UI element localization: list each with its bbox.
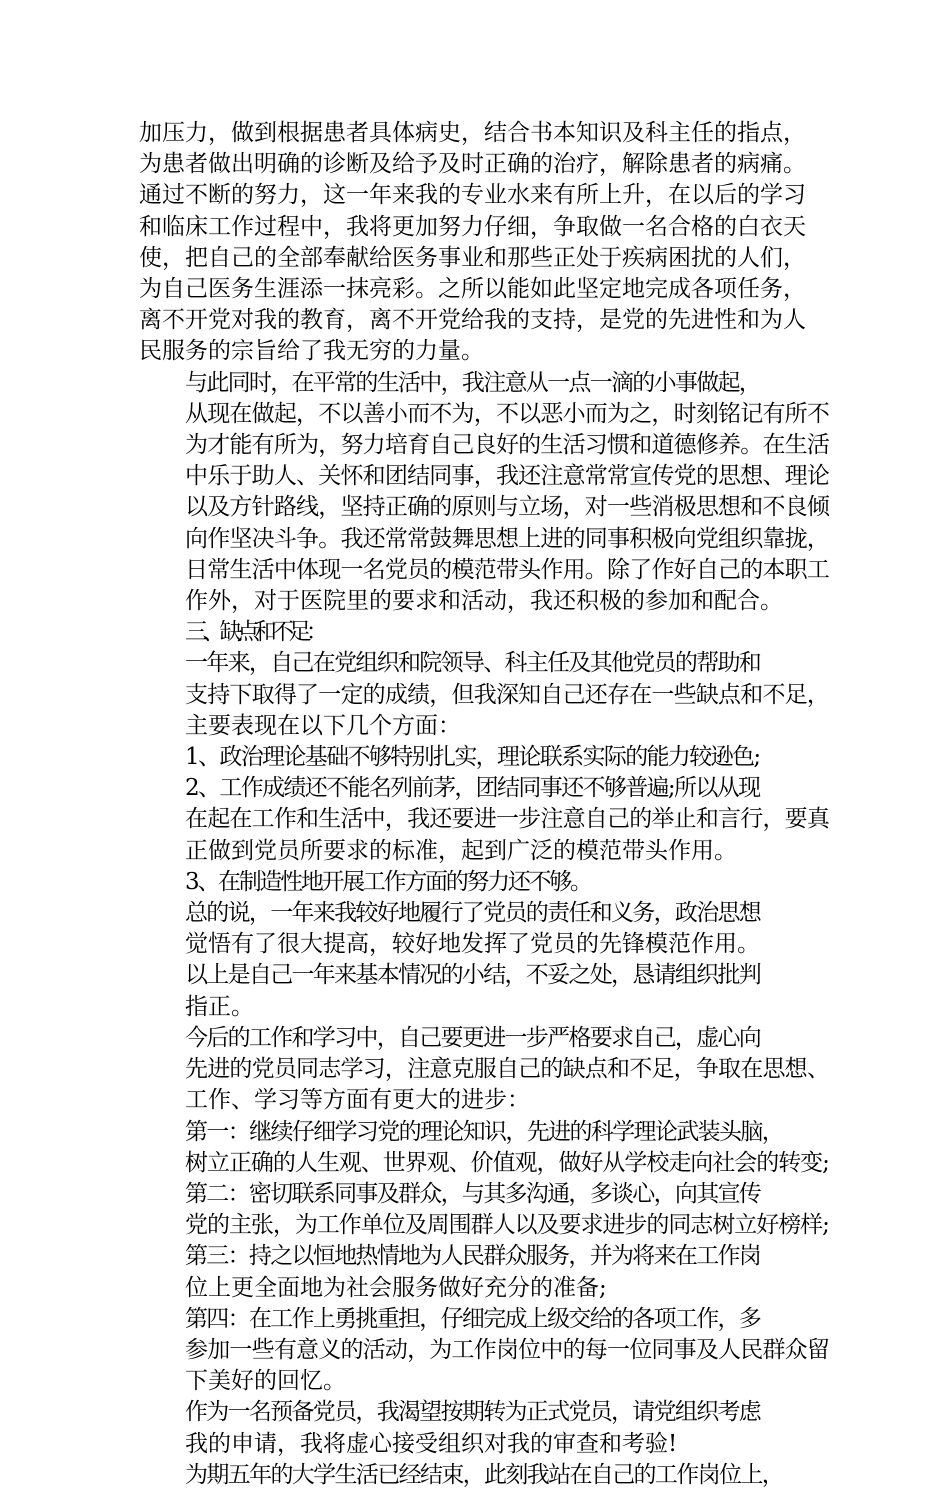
text-line: 离不开党对我的教育，离不开党给我的支持，是党的先进性和为人 [139, 307, 806, 334]
text-line: 位上更全面地为社会服务做好充分的准备; [185, 1274, 607, 1301]
text-line: 为患者做出明确的诊断及给予及时正确的治疗，解除患者的病痛。 [139, 151, 806, 178]
text-line: 参加一些有意义的活动，为工作岗位中的每一位同事及人民群众留 [185, 1336, 830, 1363]
paragraph [139, 960, 829, 1022]
text-line: 总的说，一年来我较好地履行了党员的责任和义务，政治思想 [185, 900, 761, 927]
text-line: 以上是自己一年来基本情况的小结，不妥之处，恳请组织批判 [185, 962, 761, 989]
paragraph [139, 617, 829, 648]
text-line: 与此同时，在平常的生活中，我注意从一点一滴的小事做起， [185, 369, 761, 396]
text-line: 加压力，做到根据患者具体病史，结合书本知识及科主任的指点， [139, 120, 806, 146]
paragraph [139, 118, 829, 368]
paragraph [139, 742, 829, 773]
text-line: 作为一名预备党员，我渴望按期转为正式党员，请党组织考虑 [185, 1399, 761, 1426]
paragraph [139, 867, 829, 898]
text-line: 中乐于助人、关怀和团结同事，我还注意常常宣传党的思想、理论 [185, 463, 830, 490]
text-line: 第二：密切联系同事及群众，与其多沟通，多谈心，向其宣传 [185, 1180, 761, 1207]
text-line: 先进的党员同志学习，注意克服自己的缺点和不足，争取在思想、 [185, 1056, 830, 1083]
text-line: 3、在制造性地开展工作方面的努力还不够。 [185, 868, 591, 895]
paragraph [139, 1397, 829, 1459]
paragraph [139, 368, 829, 618]
paragraph [139, 898, 829, 960]
paragraph [139, 1023, 829, 1117]
text-line: 为自己医务生涯添一抹亮彩。之所以能如此坚定地完成各项任务， [139, 276, 806, 303]
paragraph [139, 1241, 829, 1303]
text-line: 使，把自己的全部奉献给医务事业和那些正处于疾病困扰的人们， [139, 244, 806, 271]
text-line: 第四：在工作上勇挑重担，仔细完成上级交给的各项工作，多 [185, 1305, 761, 1332]
text-line: 从现在做起，不以善小而不为，不以恶小而为之，时刻铭记有所不 [185, 400, 830, 427]
text-line: 向作坚决斗争。我还常常鼓舞思想上进的同事积极向党组织靠拢， [185, 525, 830, 552]
text-line: 一年来，自己在党组织和院领导、科主任及其他党员的帮助和 [185, 650, 761, 677]
text-line: 下美好的回忆。 [185, 1368, 346, 1395]
text-line: 我的申请，我将虚心接受组织对我的审查和考验! [185, 1430, 678, 1457]
text-line: 第三：持之以恒地热情地为人民群众服务，并为将来在工作岗 [185, 1243, 761, 1270]
text-line: 1、政治理论基础不够特别扎实，理论联系实际的能力较逊色; [185, 744, 760, 771]
paragraph [139, 773, 829, 867]
text-line: 树立正确的人生观、世界观、价值观，做好从学校走向社会的转变; [185, 1149, 829, 1176]
paragraph [139, 1460, 829, 1491]
text-line: 作外，对于医院里的要求和活动，我还积极的参加和配合。 [185, 588, 783, 615]
text-line: 正做到党员所要求的标准，起到广泛的模范带头作用。 [185, 837, 737, 864]
text-line: 日常生活中体现一名党员的模范带头作用。除了作好自己的本职工 [185, 556, 830, 583]
text-line: 为才能有所为，努力培育自己良好的生活习惯和道德修养。在生活 [185, 432, 830, 459]
text-line: 以及方针路线，坚持正确的原则与立场，对一些消极思想和不良倾 [185, 494, 830, 521]
paragraph [139, 1179, 829, 1241]
paragraph [139, 1304, 829, 1398]
text-line: 主要表现在以下几个方面： [185, 712, 461, 739]
document-body [139, 118, 829, 1491]
text-line: 和临床工作过程中，我将更加努力仔细，争取做一名合格的白衣天 [139, 213, 806, 240]
text-line: 通过不断的努力，这一年来我的专业水来有所上升，在以后的学习 [139, 182, 806, 209]
text-line: 三、缺点和不足： [185, 619, 323, 646]
text-line: 支持下取得了一定的成绩，但我深知自己还存在一些缺点和不足， [185, 681, 830, 708]
text-line: 今后的工作和学习中，自己要更进一步严格要求自己，虚心向 [185, 1024, 761, 1051]
paragraph [139, 648, 829, 742]
text-line: 为期五年的大学生活已经结束，此刻我站在自己的工作岗位上， [185, 1461, 784, 1488]
text-line: 觉悟有了很大提高，较好地发挥了党员的先锋模范作用。 [185, 931, 760, 958]
text-line: 在起在工作和生活中，我还要进一步注意自己的举止和言行，要真 [185, 806, 830, 833]
text-line: 党的主张，为工作单位及周围群人以及要求进步的同志树立好榜样; [185, 1212, 829, 1239]
text-line: 第一：继续仔细学习党的理论知识，先进的科学理论武装头脑， [185, 1118, 784, 1145]
text-line: 工作、学习等方面有更大的进步： [185, 1087, 530, 1114]
text-line: 2、工作成绩还不能名列前茅，团结同事还不够普遍;所以从现 [185, 775, 760, 802]
text-line: 民服务的宗旨给了我无穷的力量。 [139, 338, 484, 365]
paragraph [139, 1117, 829, 1179]
text-line: 指正。 [185, 993, 254, 1020]
